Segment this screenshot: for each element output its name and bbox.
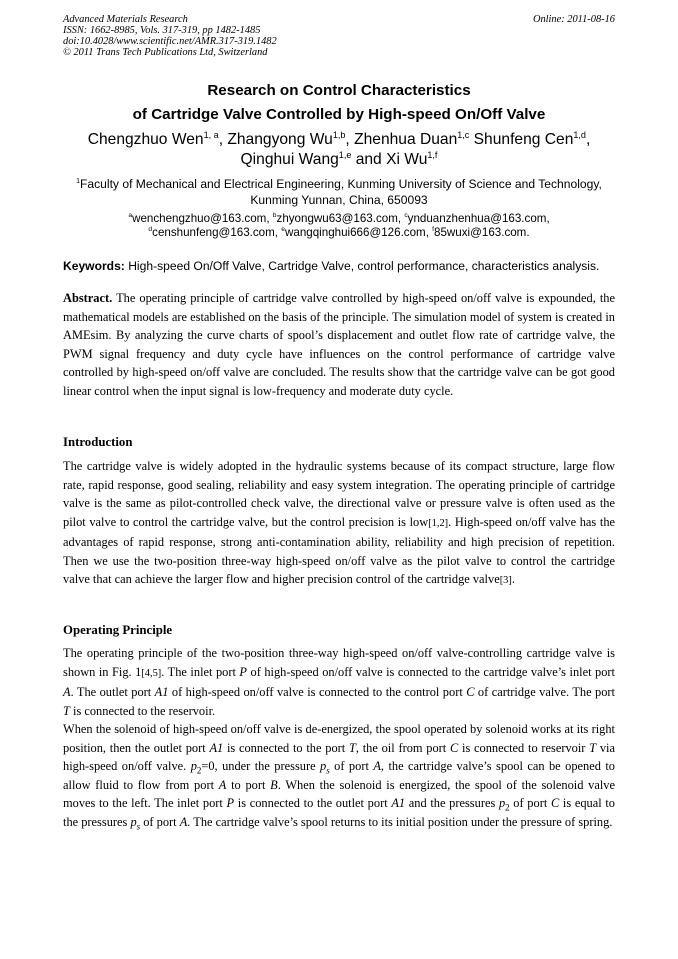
operating-principle-text [63, 644, 615, 831]
author-name: Chengzhuo Wen [87, 131, 204, 148]
emails-line-1: $^a$wenchengzhuo@163.com, $^b$zhyongwu63@163.com, $^c$ynduanzhenhua@163.com, [128, 212, 550, 225]
intro-text: . High-speed on/off valve has the advantages of rapid response, strong anti-contamination ability, reliability and high precision of repetition. Then we use the two-position three-way high-speed on/off valve as the pilot valve to control the cartridge valve that can achieve the larger flow and higher precision control of the cartridge valve [63, 514, 616, 586]
title-line-1: Research on Control Characteristics [207, 82, 471, 99]
authors-line-1: Chengzhuo Wen$^{1, a}$, Zhangyong Wu$^{1,b}$, Zhenhua Duan$^{1,c}$ Shunfeng Cen$^{1,d}$, [87, 129, 591, 148]
citation: [3] [499, 575, 512, 586]
author-name: Xi Wu [386, 151, 428, 168]
email-sup: b [272, 212, 277, 220]
author-name: Shunfeng Cen [473, 131, 574, 148]
author-name: Qinghui Wang [240, 151, 339, 168]
doi-line: doi:10.4028/www.scientific.net/AMR.317-319.1482 [63, 36, 277, 47]
intro-text: . [511, 572, 515, 586]
email-sup: d [148, 226, 153, 234]
authors-line-2 [40, 150, 638, 169]
citation: [4,5] [141, 667, 162, 679]
email-address: 85wuxi@163.com [434, 226, 527, 239]
author-sup: 1,f [427, 149, 438, 160]
authors-and: and [355, 151, 382, 168]
introduction-paragraph [63, 457, 615, 591]
keywords-label: Keywords: [63, 259, 125, 273]
affiliation-sup: 1 [76, 177, 80, 185]
author-sup: 1,c [457, 129, 470, 140]
email-address: zhyongwu63@163.com [276, 212, 398, 225]
operating-paragraph-1: The operating principle of the two-position three-way high-speed on/off valve-controlling cartridge valve is shown in Fig. 1[4,5]. The inlet port P of high-speed on/off valve is connected to the cartridge valve’s inlet port A. The outlet port A1 of high-speed on/off valve is connected to the control port C of cartridge valve. The port T is connected to the reservoir. [63, 646, 615, 718]
email-sup: e [281, 226, 285, 234]
author-sup: 1,e [338, 149, 352, 160]
journal-name: Advanced Materials Research [63, 14, 188, 25]
abstract-text: The operating principle of cartridge valve controlled by high-speed on/off valve is expounded, the mathematical models are established on the basis of the principle. The simulation model of system is created in AMEsim. By analyzing the curve charts of spool’s displacement and outlet flow rate of cartridge valve, the PWM signal frequency and duty cycle have influences on the control performance of cartridge valve controlled by high-speed on/off valve are concluded. The results show that the cartridge valve can be got good linear control when the input signal is low-frequency and moderate duty cycle. [63, 291, 616, 398]
operating-paragraph-2: When the solenoid of high-speed on/off valve is de-energized, the spool operated by solenoid works at its right position, then the outlet port A1 is connected to the port T, the oil from port C is connected to reservoir T via high-speed on/off valve. $p_2=0$, under the pressure $p_s$ of port A, the cartridge valve’s spool can be opened to allow fluid to flow from port A to port B. When the solenoid is energized, the spool of the solenoid valve moves to the left. The inlet port P is connected to the outlet port A1 and the pressures $p_2$ of port C is equal to the pressures $p_s$ of port A. The cartridge valve’s spool returns to its initial position under the pressure of spring. [63, 722, 615, 831]
introduction-heading: Introduction [63, 435, 133, 449]
affiliation-line-1 [40, 176, 638, 192]
journal-header [63, 14, 483, 58]
email-address: ynduanzhenhua@163.com [407, 212, 547, 225]
abstract-label: Abstract. [63, 291, 113, 305]
operating-principle-heading: Operating Principle [63, 623, 173, 637]
keywords-text: High-speed On/Off Valve, Cartridge Valve, control performance, characteristics analysis. [128, 259, 600, 273]
author-sup: 1,d [573, 129, 586, 140]
title-line-2: of Cartridge Valve Controlled by High-speed On/Off Valve [132, 106, 546, 123]
affiliation-line-2: Kunming Yunnan, China, 650093 [250, 193, 428, 207]
author-name: Zhangyong Wu [227, 131, 333, 148]
issn-line: ISSN: 1662-8985, Vols. 317-319, pp 1482-1485 [63, 25, 261, 36]
intro-text: The cartridge valve is widely adopted in the hydraulic systems because of its compact structure, large flow rate, rapid response, good sealing, reliability and easy system integration. The operating principle of cartridge valve is the same as pilot-controlled check valve, the directional valve or pressure valve is often used as the pilot valve to control the cartridge valve, but the control precision is low [63, 459, 615, 529]
abstract [63, 289, 615, 400]
email-sup: a [128, 212, 133, 220]
copyright-line: © 2011 Trans Tech Publications Ltd, Switzerland [63, 47, 268, 58]
email-address: censhunfeng@163.com [152, 226, 275, 239]
email-address: wenchengzhuo@163.com [132, 212, 267, 225]
author-sup: 1,b [332, 129, 346, 140]
author-sup: 1, a [203, 129, 219, 140]
affiliation-text: Faculty of Mechanical and Electrical Engineering, Kunming University of Science and Technology, [80, 177, 602, 191]
keywords [63, 259, 615, 274]
email-sup: f [432, 226, 435, 234]
email-address: wangqinghui666@126.com [285, 226, 426, 239]
email-sup: c [404, 212, 408, 220]
author-name: Zhenhua Duan [354, 131, 458, 148]
online-date: Online: 2011-08-16 [532, 14, 615, 25]
citation: [1,2] [428, 517, 449, 529]
emails-line-2: $^d$censhunfeng@163.com, $^e$wangqinghui666@126.com, $^f$85wuxi@163.com. [148, 226, 530, 239]
